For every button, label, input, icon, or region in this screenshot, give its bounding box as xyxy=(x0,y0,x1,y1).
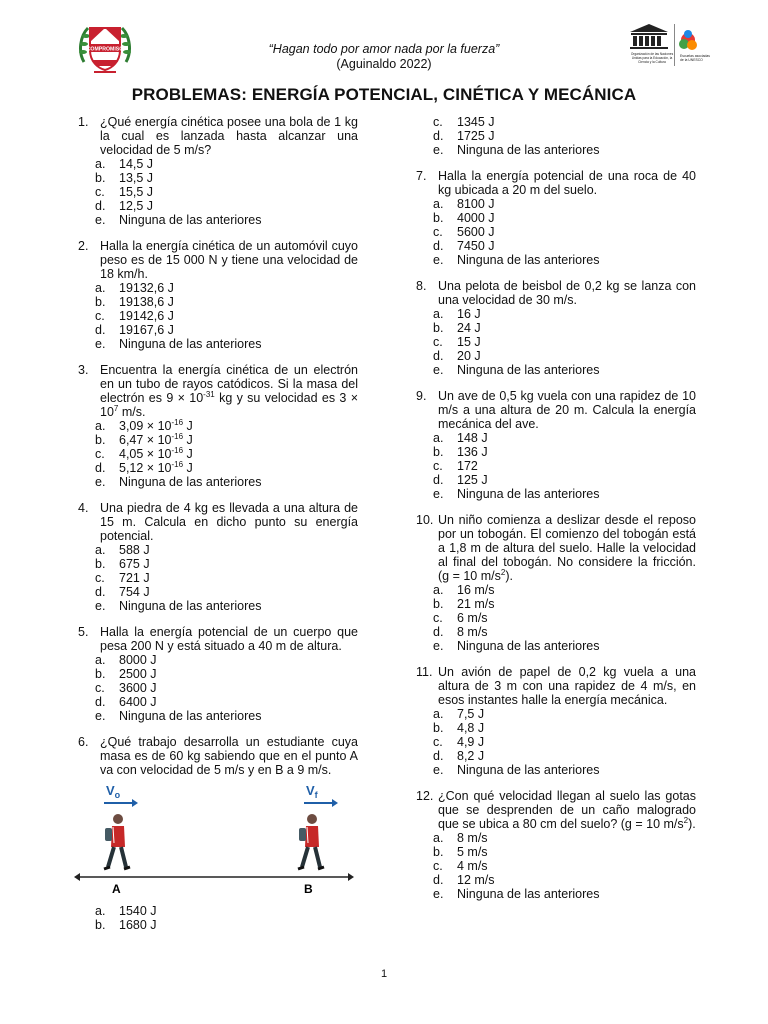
option: c. 15 J xyxy=(433,335,481,349)
option: e. Ninguna de las anteriores xyxy=(95,475,262,489)
question-number: 5. xyxy=(78,625,89,639)
point-a-label: A xyxy=(112,882,121,896)
option: d. 754 J xyxy=(95,585,150,599)
question-number: 2. xyxy=(78,239,89,253)
option: c. 1345 J xyxy=(433,115,495,129)
question-number: 12. xyxy=(416,789,434,803)
option: e. Ninguna de las anteriores xyxy=(95,709,262,723)
ground-axis xyxy=(74,873,354,881)
student-walking-icon-b xyxy=(298,814,324,869)
option: c. 4,9 J xyxy=(433,735,485,749)
options-list xyxy=(95,904,358,932)
question-1 xyxy=(78,115,358,227)
option: b. 19138,6 J xyxy=(95,295,174,309)
option: b. 4,8 J xyxy=(433,721,485,735)
options-list xyxy=(433,431,696,501)
velocity-arrow-final xyxy=(304,783,338,807)
question-number: 8. xyxy=(416,279,427,293)
question-text: Halla la energía potencial de un cuerpo que pesa 200 N y está situado a 40 m de altura. xyxy=(100,625,358,653)
option: d. 19167,6 J xyxy=(95,323,174,337)
right-column xyxy=(416,115,696,913)
question-2 xyxy=(78,239,358,351)
option: a. 19132,6 J xyxy=(95,281,174,295)
option: a. 8 m/s xyxy=(433,831,488,845)
question-12 xyxy=(416,789,696,901)
question-11 xyxy=(416,665,696,777)
option: b. $6,47 \times 10^{-16}$ J xyxy=(95,431,193,447)
question-4 xyxy=(78,501,358,613)
question-8 xyxy=(416,279,696,377)
option: d. 7450 J xyxy=(433,239,495,253)
question-number: 9. xyxy=(416,389,427,403)
option: a. 8100 J xyxy=(433,197,495,211)
options-list xyxy=(433,707,696,777)
option: e. Ninguna de las anteriores xyxy=(433,887,600,901)
question-text: ¿Qué energía cinética posee una bola de 1 kg la cual es lanzada hasta alcanzar una velocidad de 5 m/s? xyxy=(100,115,358,157)
question-5 xyxy=(78,625,358,723)
option: d. 6400 J xyxy=(95,695,157,709)
question-text: Encuentra la energía cinética de un electrón en un tubo de rayos catódicos. Si la masa del electrón es $9 \times 10^{-31}$ kg y su velocidad es $3 \times 10^7$ m/s. xyxy=(100,363,358,419)
question-text: Un niño comienza a deslizar desde el reposo por un tobogán. El comienzo del tobogán está a 1,8 m de altura del suelo. Halle la velocidad al final del tobogán. No considere la fricción. (g = 10 $m/s^2$). xyxy=(438,513,696,583)
page-number: 1 xyxy=(380,968,388,980)
question-7 xyxy=(416,169,696,267)
options-list xyxy=(95,281,358,351)
year-subtitle: (Aguinaldo 2022) xyxy=(336,57,432,71)
question-number: 11. xyxy=(416,665,433,679)
option: c. 721 J xyxy=(95,571,150,585)
option: b. 4000 J xyxy=(433,211,495,225)
unesco-caption: Organización de las Naciones Unidas para la Educación, la Ciencia y la Cultura xyxy=(630,52,674,64)
question-text: Una pelota de beisbol de 0,2 kg se lanza con una velocidad de 30 m/s. xyxy=(438,279,696,307)
option: e. Ninguna de las anteriores xyxy=(433,143,600,157)
option: c. 15,5 J xyxy=(95,185,154,199)
option: d. 12,5 J xyxy=(95,199,154,213)
option: a. 14,5 J xyxy=(95,157,154,171)
option: a. 16 J xyxy=(433,307,481,321)
point-b-label: B xyxy=(304,882,313,896)
option: e. Ninguna de las anteriores xyxy=(433,487,600,501)
question-6 xyxy=(78,735,358,932)
option: e. Ninguna de las anteriores xyxy=(433,253,600,267)
question-text: Halla la energía cinética de un automóvil cuyo peso es de 15 000 N y tiene una velocidad de 18 km/h. xyxy=(100,239,358,281)
option: d. 12 m/s xyxy=(433,873,495,887)
option: d. $5,12 \times 10^{-16}$ J xyxy=(95,459,193,475)
question-text: ¿Qué trabajo desarrolla un estudiante cuya masa es de 60 kg sabiendo que en el punto A va con velocidad de 5 m/s y en B a 9 m/s. xyxy=(100,735,358,777)
option: c. 6 m/s xyxy=(433,611,488,625)
question-text: Halla la energía potencial de una roca de 40 kg ubicada a 20 m del suelo. xyxy=(438,169,696,197)
options-list xyxy=(95,419,358,489)
student-walking-icon-a xyxy=(104,814,130,869)
school-motto: “Hagan todo por amor nada por la fuerza” xyxy=(268,42,500,56)
option: b. 1680 J xyxy=(95,918,157,932)
option: b. 675 J xyxy=(95,557,150,571)
option: e. Ninguna de las anteriores xyxy=(95,599,262,613)
option: a. 8000 J xyxy=(95,653,157,667)
option: c. 3600 J xyxy=(95,681,157,695)
options-list xyxy=(433,197,696,267)
question-number: 7. xyxy=(416,169,427,183)
options-list xyxy=(433,583,696,653)
option: a. 148 J xyxy=(433,431,488,445)
question-text: ¿Con qué velocidad llegan al suelo las gotas que se desprenden de un caño malogrado que se ubica a 80 cm del suelo? (g = 10 $m/s^2$). xyxy=(438,789,696,831)
options-list xyxy=(95,157,358,227)
option: b. 2500 J xyxy=(95,667,157,681)
option: d. 125 J xyxy=(433,473,488,487)
question-number: 1. xyxy=(78,115,89,129)
question-number: 3. xyxy=(78,363,89,377)
option: a. $3,09 \times 10^{-16}$ J xyxy=(95,417,193,433)
option: a. 16 m/s xyxy=(433,583,495,597)
options-list xyxy=(433,115,696,157)
option: b. 13,5 J xyxy=(95,171,154,185)
option: c. 19142,6 J xyxy=(95,309,174,323)
option: c. 172 xyxy=(433,459,478,473)
question-number: 10. xyxy=(416,513,434,527)
option: d. 1725 J xyxy=(433,129,495,143)
options-list xyxy=(433,831,696,901)
option: e. Ninguna de las anteriores xyxy=(433,639,600,653)
option: c. 4 m/s xyxy=(433,859,488,873)
svg-text:Vf: $V_f$ xyxy=(306,783,318,800)
schools-caption: Escuelas asociadas de la UNESCO xyxy=(680,54,710,62)
option: a. 588 J xyxy=(95,543,150,557)
question-3 xyxy=(78,363,358,489)
svg-text:COMPROMISO: COMPROMISO xyxy=(86,46,124,53)
option: c. 5600 J xyxy=(433,225,495,239)
option: c. $4,05 \times 10^{-16}$ J xyxy=(95,445,193,461)
unesco-logo xyxy=(626,22,712,72)
option: b. 24 J xyxy=(433,321,481,335)
question-number: 4. xyxy=(78,501,89,515)
question-text: Una piedra de 4 kg es llevada a una altura de 15 m. Calcula en dicho punto su energía potencial. xyxy=(100,501,358,543)
option: b. 5 m/s xyxy=(433,845,488,859)
option: e. Ninguna de las anteriores xyxy=(433,363,600,377)
option: d. 20 J xyxy=(433,349,481,363)
page-header xyxy=(0,0,768,104)
motion-diagram xyxy=(74,781,354,901)
velocity-arrow-initial xyxy=(104,783,138,807)
option: b. 21 m/s xyxy=(433,597,495,611)
option: b. 136 J xyxy=(433,445,488,459)
options-list xyxy=(95,653,358,723)
option: a. 7,5 J xyxy=(433,707,485,721)
option: d. 8 m/s xyxy=(433,625,488,639)
question-10 xyxy=(416,513,696,653)
option: e. Ninguna de las anteriores xyxy=(95,337,262,351)
question-number: 6. xyxy=(78,735,89,749)
option: e. Ninguna de las anteriores xyxy=(95,213,262,227)
option: a. 1540 J xyxy=(95,904,157,918)
option: e. Ninguna de las anteriores xyxy=(433,763,600,777)
options-list xyxy=(433,307,696,377)
options-list xyxy=(95,543,358,613)
page-title: PROBLEMAS: ENERGÍA POTENCIAL, CINÉTICA Y MECÁNICA xyxy=(131,85,637,104)
left-column xyxy=(78,115,358,944)
question-6-continued xyxy=(416,115,696,157)
question-9 xyxy=(416,389,696,501)
option: d. 8,2 J xyxy=(433,749,485,763)
question-text: Un avión de papel de 0,2 kg vuela a una altura de 3 m con una rapidez de 4 m/s, en esos instantes halle la energía mecánica. xyxy=(438,665,696,707)
svg-text:Vo: $V_o$ xyxy=(106,783,121,800)
question-text: Un ave de 0,5 kg vuela con una rapidez de 10 m/s a una altura de 20 m. Calcula la energía mecánica del ave. xyxy=(438,389,696,431)
